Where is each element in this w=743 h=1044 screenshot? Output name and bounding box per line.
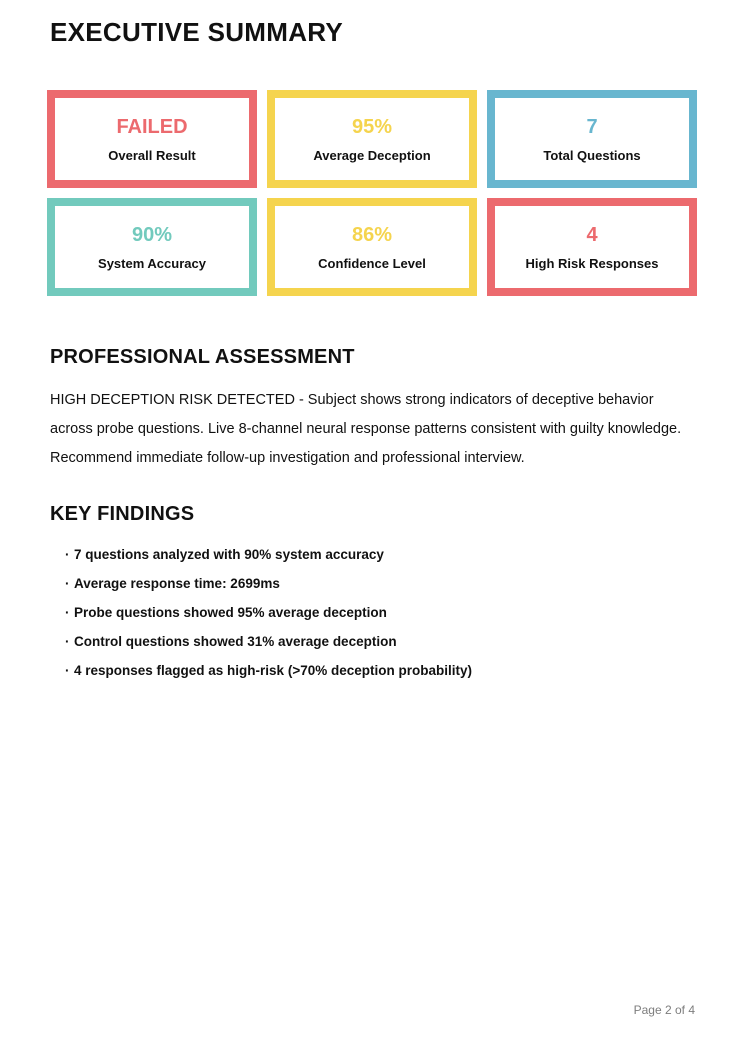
assessment-body: HIGH DECEPTION RISK DETECTED - Subject shows strong indicators of deceptive behavior across probe questions. Live 8-channel neural response patterns consistent with guilty knowledge. Recommend immediate follow-up investigation and professional interview. — [50, 392, 682, 466]
stat-value: 7 — [586, 115, 598, 138]
finding-item: · Average response time: 2699ms — [50, 576, 697, 592]
stat-label: Total Questions — [543, 147, 641, 163]
stat-card-confidence-level — [267, 198, 477, 296]
finding-item: · Probe questions showed 95% average deception — [50, 605, 697, 621]
finding-item: · 7 questions analyzed with 90% system accuracy — [50, 547, 697, 563]
stat-label: System Accuracy — [98, 255, 206, 271]
key-findings-heading: KEY FINDINGS — [50, 503, 195, 525]
stat-value: 4 — [586, 223, 598, 246]
finding-item: · Control questions showed 31% average deception — [50, 634, 697, 650]
finding-item: · 4 responses flagged as high-risk (>70% deception probability) — [50, 663, 697, 679]
page-number: Page 2 of 4 — [633, 1003, 695, 1017]
assessment-heading: PROFESSIONAL ASSESSMENT — [50, 346, 355, 368]
stat-value: 90% — [131, 223, 173, 246]
key-findings-list — [50, 547, 697, 679]
stat-label: Overall Result — [108, 147, 196, 163]
stat-card-total-questions — [487, 90, 697, 188]
stat-value: 86% — [351, 223, 393, 246]
stat-label: High Risk Responses — [525, 255, 659, 271]
stat-label: Confidence Level — [318, 255, 426, 271]
stat-card-system-accuracy — [47, 198, 257, 296]
stat-card-high-risk-responses — [487, 198, 697, 296]
stat-card-average-deception — [267, 90, 477, 188]
stat-label: Average Deception — [313, 147, 431, 163]
report-content — [0, 18, 743, 679]
stat-card-overall-result — [47, 90, 257, 188]
page-title: EXECUTIVE SUMMARY — [50, 17, 344, 47]
stat-value: 95% — [351, 115, 393, 138]
summary-stats-grid — [47, 90, 697, 296]
stat-value: FAILED — [116, 115, 188, 138]
